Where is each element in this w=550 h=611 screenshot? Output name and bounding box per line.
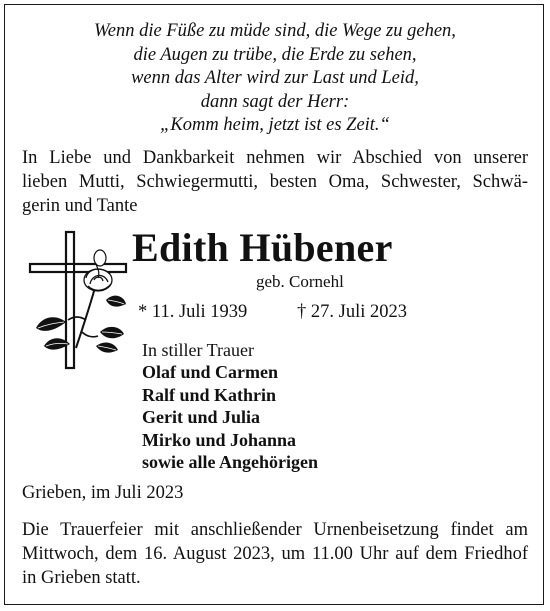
mourner-name: Olaf und Carmen	[142, 362, 279, 383]
mourner-name: Mirko und Johanna	[142, 429, 297, 450]
poem-line: die Augen zu trübe, die Erde zu sehen,	[133, 44, 417, 65]
funeral-line: Mittwoch, dem 16. August 2023, um 11.00 Uhr auf dem Friedhof	[22, 544, 528, 564]
mourners-list	[142, 339, 318, 473]
place-date: Grieben, im Juli 2023	[22, 483, 184, 503]
funeral-notice	[22, 518, 528, 590]
mourner-name: sowie alle Angehörigen	[142, 452, 318, 473]
mourners-heading: In stiller Trauer	[142, 340, 254, 360]
poem-line: dann sagt der Herr:	[200, 91, 350, 112]
birth-date: * 11. Juli 1939	[138, 302, 248, 322]
cross-with-rose-icon	[26, 228, 130, 376]
poem-line: „Komm heim, jetzt ist es Zeit.“	[160, 115, 390, 135]
deceased-name: Edith Hübener	[132, 225, 393, 270]
intro-line: gerin und Tante	[22, 196, 138, 216]
mourner-name: Ralf und Kathrin	[142, 384, 277, 405]
mourner-name: Gerit und Julia	[142, 407, 261, 428]
death-date: † 27. Juli 2023	[297, 302, 407, 322]
poem	[0, 20, 550, 138]
poem-line: wenn das Alter wird zur Last und Leid,	[131, 68, 419, 88]
intro-line: lieben Mutti, Schwiegermutti, besten Oma, Schwester, Schwä-	[22, 172, 528, 192]
poem-line: Wenn die Füße zu müde sind, die Wege zu gehen,	[94, 21, 456, 41]
funeral-line: in Grieben statt.	[22, 568, 141, 588]
maiden-name: geb. Cornehl	[256, 272, 344, 291]
funeral-line: Die Trauerfeier mit anschließender Urnenbeisetzung findet am	[22, 520, 528, 540]
intro-line: In Liebe und Dankbarkeit nehmen wir Abschied von unserer	[22, 148, 528, 168]
intro-text	[22, 146, 528, 218]
